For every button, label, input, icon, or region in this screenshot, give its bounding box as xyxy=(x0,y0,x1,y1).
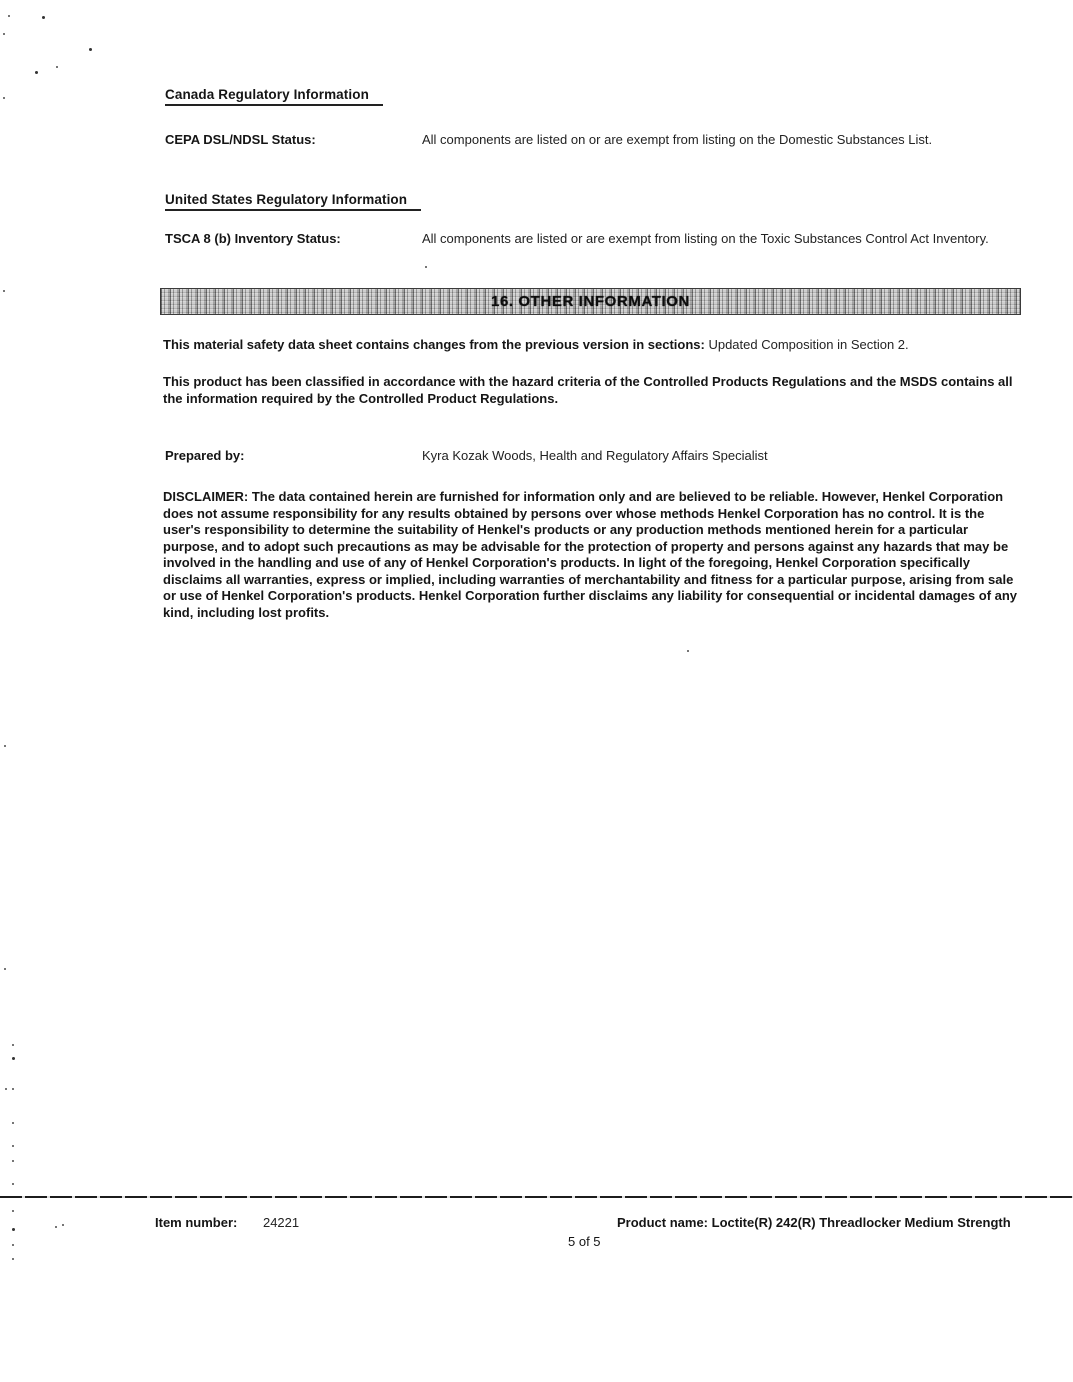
scan-noise-speck xyxy=(12,1228,15,1231)
changes-statement-regular: Updated Composition in Section 2. xyxy=(704,337,909,352)
scan-noise-speck xyxy=(12,1210,14,1212)
scan-noise-speck xyxy=(12,1044,14,1046)
scan-noise-speck xyxy=(12,1160,14,1162)
scan-noise-speck xyxy=(12,1145,14,1147)
scan-noise-speck xyxy=(4,968,6,970)
item-number-label: Item number: xyxy=(155,1215,238,1230)
changes-statement-bold: This material safety data sheet contains changes from the previous version in sections: xyxy=(163,337,705,352)
us-regulatory-heading: United States Regulatory Information xyxy=(165,192,421,211)
canada-regulatory-heading: Canada Regulatory Information xyxy=(165,87,383,106)
scan-noise-speck xyxy=(12,1088,14,1090)
scan-noise-speck xyxy=(3,33,5,35)
scan-noise-speck xyxy=(89,48,92,51)
prepared-by-row xyxy=(165,448,1055,463)
scan-noise-speck xyxy=(62,1224,64,1226)
changes-statement xyxy=(163,337,1025,354)
disclaimer-paragraph: DISCLAIMER: The data contained herein are furnished for information only and are believed to be reliable. However, Henkel Corporation does not assume responsibility for any results obtained by persons over whose methods Henkel Corporation has no control. It is the user's responsibility to determine the suitability of Henkel's products or any production methods mentioned herein for a particular purpose, and to adopt such precautions as may be advisable for the protection of property and persons against any hazards that may be involved in the handling and use of any of Henkel Corporation's products. In light of the foregoing, Henkel Corporation specifically disclaims all warranties, express or implied, including warranties of merchantability and fitness for a particular purpose, arising from sale or use of Henkel Corporation's products. Henkel Corporation further disclaims any liability for consequential or incidental damages of any kind, including lost profits. xyxy=(163,489,1018,620)
scan-noise-speck xyxy=(55,1226,57,1228)
scan-noise-speck xyxy=(35,71,38,74)
tsca-status-label: TSCA 8 (b) Inventory Status: xyxy=(165,231,341,246)
scan-noise-speck xyxy=(3,97,5,99)
footer-divider-line xyxy=(0,1196,1073,1198)
cepa-status-row xyxy=(165,132,1055,147)
scan-noise-speck xyxy=(425,266,427,268)
cepa-status-value: All components are listed on or are exempt from listing on the Domestic Substances List. xyxy=(422,132,933,147)
scan-noise-speck xyxy=(12,1244,14,1246)
footer-product-name: Product name: Loctite(R) 242(R) Threadlocker Medium Strength xyxy=(617,1215,1011,1230)
footer-page-number: 5 of 5 xyxy=(568,1234,601,1249)
tsca-status-value: All components are listed or are exempt from listing on the Toxic Substances Control Act Inventory. xyxy=(422,231,989,246)
scan-noise-speck xyxy=(42,16,45,19)
cepa-status-label: CEPA DSL/NDSL Status: xyxy=(165,132,316,147)
footer-item-number xyxy=(155,1215,299,1230)
classification-statement: This product has been classified in accordance with the hazard criteria of the Controlled Products Regulations and the MSDS contains all the information required by the Controlled Product Regulations. xyxy=(163,374,1013,406)
prepared-by-value: Kyra Kozak Woods, Health and Regulatory Affairs Specialist xyxy=(422,448,768,463)
section-16-header-bar xyxy=(160,288,1021,315)
scan-noise-speck xyxy=(687,650,689,652)
prepared-by-label: Prepared by: xyxy=(165,448,245,463)
scan-noise-speck xyxy=(56,66,58,68)
scan-noise-speck xyxy=(12,1258,14,1260)
scan-noise-speck xyxy=(8,15,10,17)
section-16-header-title: 16. OTHER INFORMATION xyxy=(491,293,690,310)
scan-noise-speck xyxy=(3,290,5,292)
scan-noise-speck xyxy=(12,1183,14,1185)
scan-noise-speck xyxy=(12,1057,15,1060)
scan-noise-speck xyxy=(12,1122,14,1124)
item-number-value: 24221 xyxy=(262,1215,300,1230)
tsca-status-row xyxy=(165,231,1055,246)
scan-noise-speck xyxy=(4,745,6,747)
scan-noise-speck xyxy=(5,1088,7,1090)
